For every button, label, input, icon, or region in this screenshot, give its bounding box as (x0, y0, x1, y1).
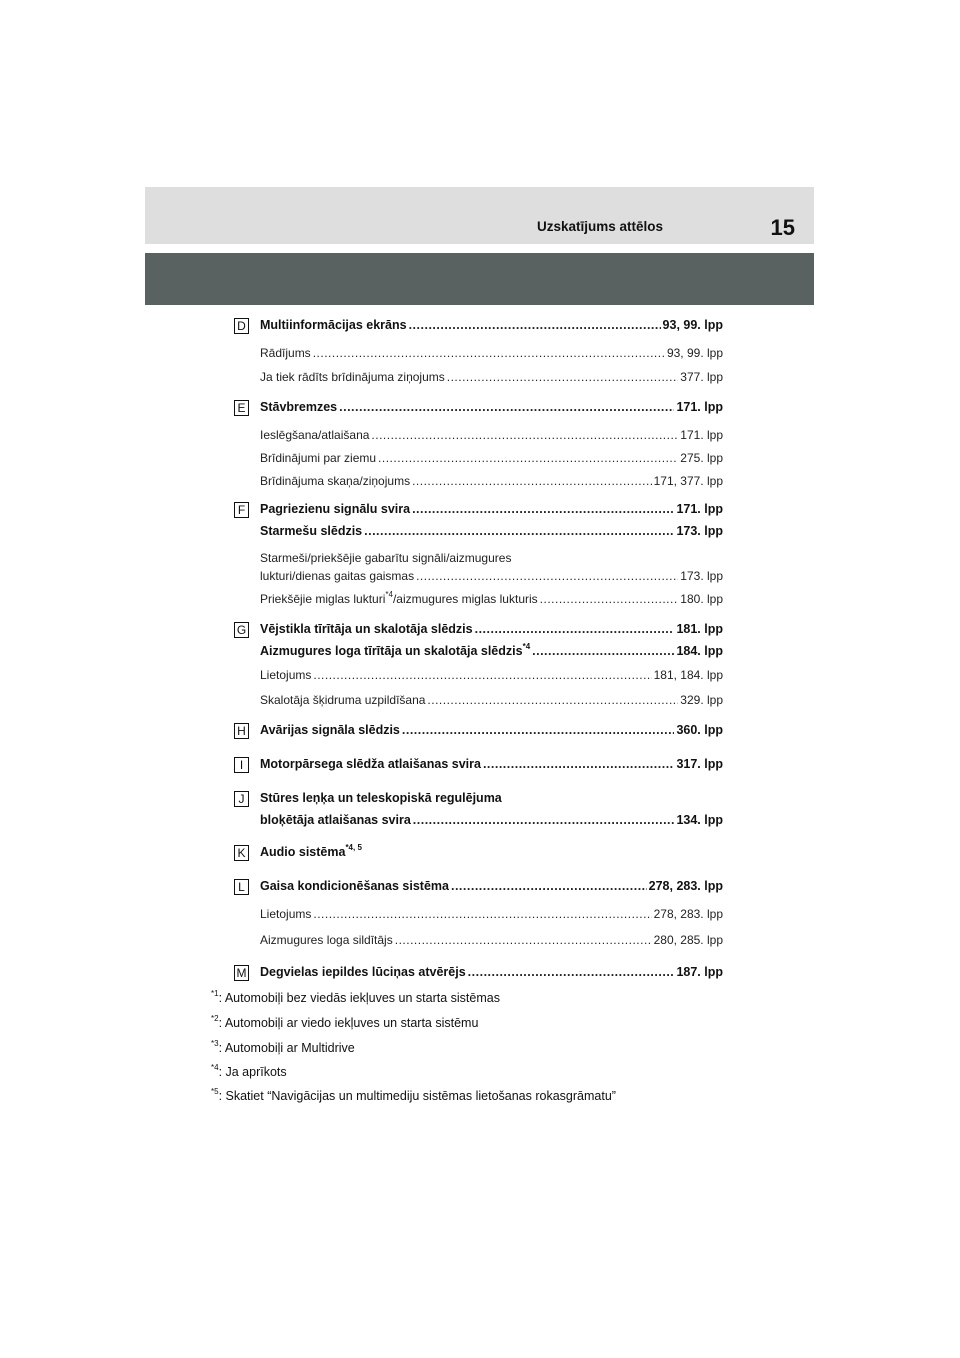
index-subentry[interactable] (260, 907, 723, 921)
entry-label: Ieslēgšana/atlaišana (260, 428, 370, 442)
entry-page: 180. lpp (680, 592, 723, 606)
entry-label: Multiinformācijas ekrāns (260, 318, 407, 332)
entry-page: 171. lpp (676, 400, 723, 414)
footnote-mark: *4 (211, 1063, 219, 1072)
footnote-text: : Automobiļi bez viedās iekļuves un starta sistēmas (218, 991, 500, 1005)
index-entry[interactable] (260, 502, 723, 516)
entry-label: Aizmugures loga tīrītāja un skalotāja slēdzis (260, 644, 523, 658)
footnote-text: : Ja aprīkots (218, 1065, 287, 1079)
entry-label: bloķētāja atlaišanas svira (260, 813, 411, 827)
index-subentry[interactable] (260, 451, 723, 465)
entry-page: 280, 285. lpp (653, 933, 723, 947)
entry-label: Ja tiek rādīts brīdinājuma ziņojums (260, 370, 445, 384)
footnote-text: : Skatiet “Navigācijas un multimediju sistēmas lietošanas rokasgrāmatu” (218, 1089, 616, 1103)
index-subentry[interactable] (260, 428, 723, 442)
section-marker-e: E (234, 400, 249, 416)
entry-label: Skalotāja šķidruma uzpildīšana (260, 693, 426, 707)
entry-label: Rādījums (260, 346, 311, 360)
entry-page: 171. lpp (676, 502, 723, 516)
footnote-text: : Automobiļi ar viedo iekļuves un starta sistēmu (218, 1016, 479, 1030)
entry-label: Pagriezienu signālu svira (260, 502, 411, 516)
entry-page: 278, 283. lpp (653, 907, 723, 921)
footnote (211, 991, 500, 1005)
index-subentry[interactable] (260, 474, 723, 488)
entry-page: 173. lpp (676, 524, 723, 538)
section-marker-h: H (234, 723, 249, 739)
index-subentry[interactable] (260, 569, 723, 583)
entry-label: Brīdinājuma skaņa/ziņojums (260, 474, 411, 488)
index-entry[interactable] (260, 644, 723, 658)
index-entry[interactable] (260, 524, 723, 538)
footnote-mark: *3 (211, 1039, 219, 1048)
footnote (211, 1041, 355, 1055)
entry-page: 134. lpp (676, 813, 723, 827)
index-subentry[interactable] (260, 592, 723, 606)
index-subentry[interactable] (260, 668, 723, 682)
section-title: Uzskatījums attēlos (537, 219, 664, 234)
entry-page: 181. lpp (676, 622, 723, 636)
index-entry[interactable] (260, 879, 723, 893)
index-entry[interactable] (260, 723, 723, 737)
entry-page: 171. lpp (680, 428, 723, 442)
footnote-mark: *1 (211, 989, 219, 998)
entry-label: Lietojums (260, 907, 312, 921)
index-entry[interactable] (260, 318, 723, 332)
entry-page: 184. lpp (676, 644, 723, 658)
section-marker-m: M (234, 965, 249, 981)
footnote-mark: *5 (211, 1087, 219, 1096)
section-marker-j: J (234, 791, 249, 807)
index-subentry[interactable] (260, 693, 723, 707)
entry-label: Gaisa kondicionēšanas sistēma (260, 879, 449, 893)
footnote-text: : Automobiļi ar Multidrive (218, 1041, 355, 1055)
footnote-mark: *2 (211, 1014, 219, 1023)
entry-label: Priekšējie miglas lukturi (260, 592, 386, 606)
entry-label: Brīdinājumi par ziemu (260, 451, 377, 465)
index-entry[interactable] (260, 813, 723, 827)
entry-label: Stāvbremzes (260, 400, 338, 414)
section-marker-f: F (234, 502, 249, 518)
footnote-ref: *4, 5 (345, 843, 362, 852)
section-marker-l: L (234, 879, 249, 895)
section-marker-k: K (234, 845, 249, 861)
section-marker-d: D (234, 318, 249, 334)
index-entry[interactable] (260, 757, 723, 771)
footnote (211, 1089, 616, 1103)
footnote (211, 1065, 287, 1079)
entry-page: 93, 99. lpp (662, 318, 723, 332)
section-marker-g: G (234, 622, 249, 638)
page-number: 15 (770, 215, 795, 240)
footnote (211, 1016, 478, 1030)
entry-page: 173. lpp (680, 569, 723, 583)
entry-label: Starmešu slēdzis (260, 524, 363, 538)
entry-label: lukturi/dienas gaitas gaismas (260, 569, 415, 583)
entry-page: 181, 184. lpp (653, 668, 723, 682)
entry-page: 377. lpp (680, 370, 723, 384)
entry-page: 187. lpp (676, 965, 723, 979)
entry-page: 360. lpp (676, 723, 723, 737)
entry-page: 93, 99. lpp (666, 346, 723, 360)
entry-page: 171, 377. lpp (653, 474, 723, 488)
index-subentry[interactable] (260, 933, 723, 947)
footnote-ref: *4 (522, 642, 531, 651)
entry-label: /aizmugures miglas lukturis (392, 592, 538, 606)
index-entry[interactable] (260, 622, 723, 636)
entry-page: 278, 283. lpp (648, 879, 723, 893)
entry-label: Avārijas signāla slēdzis (260, 723, 400, 737)
entry-label: Audio sistēma (260, 845, 346, 859)
footnote-ref: *4 (385, 590, 393, 599)
index-subentry[interactable] (260, 346, 723, 360)
section-marker-i: I (234, 757, 249, 773)
index-entry[interactable] (260, 965, 723, 979)
entry-label: Motorpārsega slēdža atlaišanas svira (260, 757, 481, 771)
entry-label: Aizmugures loga sildītājs (260, 933, 393, 947)
entry-page: 329. lpp (680, 693, 723, 707)
entry-label: Stūres leņķa un teleskopiskā regulējuma (260, 791, 502, 805)
entry-page: 317. lpp (676, 757, 723, 771)
index-entry[interactable] (260, 400, 723, 414)
entry-label: Vējstikla tīrītāja un skalotāja slēdzis (260, 622, 473, 636)
index-subentry[interactable] (260, 370, 723, 384)
index-entry[interactable] (260, 845, 362, 859)
entry-label: Degvielas iepildes lūciņas atvērējs (260, 965, 466, 979)
entry-label-continued: Starmeši/priekšējie gabarītu signāli/aizmugures (260, 551, 512, 565)
entry-page: 275. lpp (680, 451, 723, 465)
entry-label: Lietojums (260, 668, 312, 682)
